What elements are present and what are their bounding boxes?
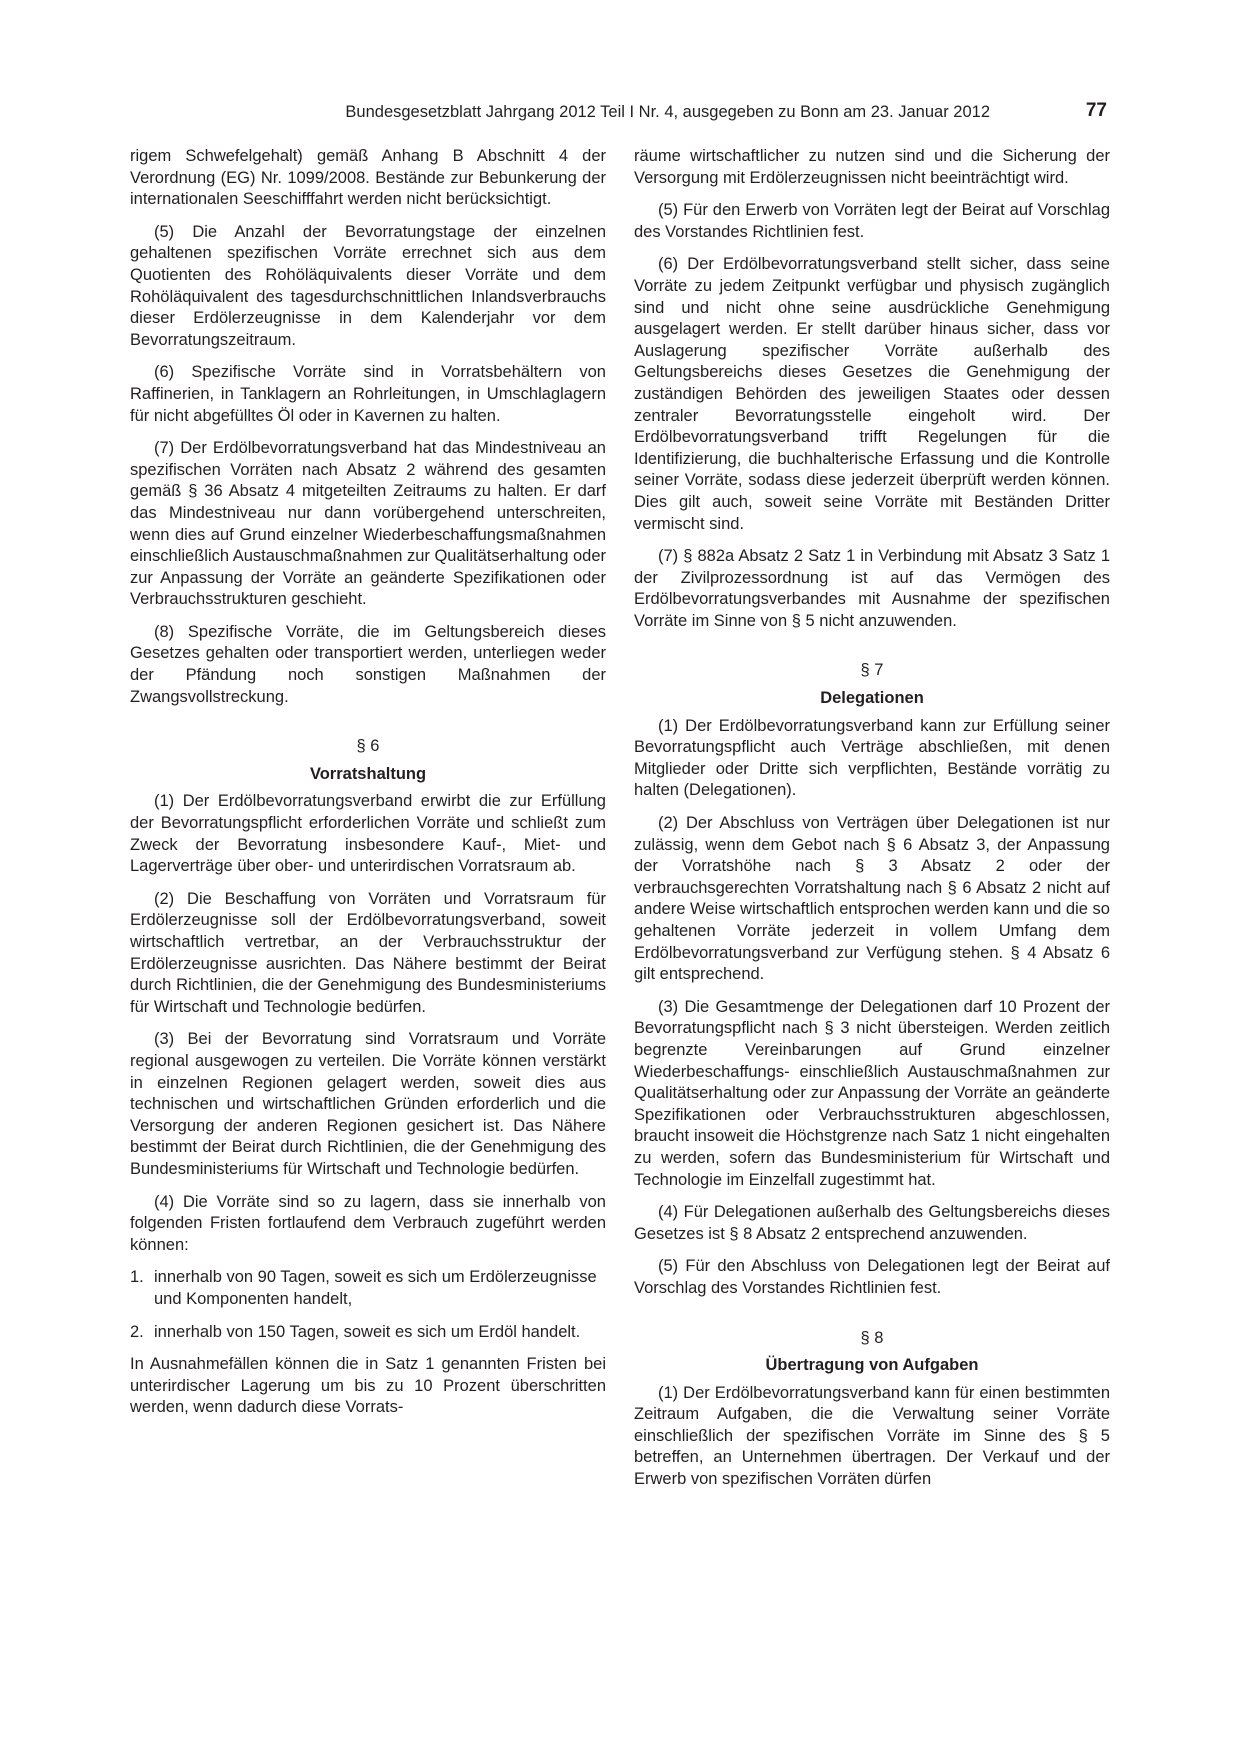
paragraph: (5) Für den Abschluss von Delegationen legt der Beirat auf Vorschlag des Vorstandes Richtlinien fest. xyxy=(634,1257,1110,1297)
header-title: Bundesgesetzblatt Jahrgang 2012 Teil I Nr. 4, ausgegeben zu Bonn am 23. Januar 2012 xyxy=(345,103,990,121)
paragraph-continuation: räume wirtschaftlicher zu nutzen sind und die Sicherung der Versorgung mit Erdölerzeugnissen nicht beeinträchtigt wird. xyxy=(634,147,1110,187)
paragraph: (1) Der Erdölbevorratungsverband kann für einen bestimmten Zeitraum Aufgaben, die die Verwaltung seiner Vorräte einschließlich der spezifischen Vorräte im Sinne des § 5 betreffen, an Unternehmen übertragen. Der Verkauf und der Erwerb von spezifischen Vorräten dürfen xyxy=(634,1383,1110,1489)
list-item-text: innerhalb von 90 Tagen, soweit es sich um Erdölerzeugnisse und Komponenten handelt, xyxy=(154,1268,597,1308)
paragraph: (5) Die Anzahl der Bevorratungstage der einzelnen gehaltenen spezifischen Vorräte errechnet sich aus dem Quotienten des Rohöläquivalents dieser Vorräte und dem Rohöläquivalent des tagesdurchschnittlichen Inlandsverbrauchs dieser Erdölerzeugnisse in dem Kalenderjahr vor dem Bevorratungszeitraum. xyxy=(130,222,606,349)
section-number: § 7 xyxy=(860,661,884,680)
section-heading: Delegationen xyxy=(820,689,924,708)
paragraph: (7) Der Erdölbevorratungsverband hat das Mindestniveau an spezifischen Vorräten nach Absatz 2 während des gesamten gemäß § 36 Absatz 4 mitgeteilten Zeitraums zu halten. Er darf das Mindestniveau nur dann vorübergehend unterschreiten, wenn dies auf Grund einzelner Wiederbeschaffungsmaßnahmen einschließlich Austauschmaßnahmen zur Qualitätserhaltung oder zur Anpassung der Vorräte an geänderte Spezifikationen oder Verbrauchsstrukturen geschieht. xyxy=(130,439,607,609)
paragraph: (3) Die Gesamtmenge der Delegationen darf 10 Prozent der Bevorratungspflicht nach § 3 nicht übersteigen. Werden zeitlich begrenzte Vereinbarungen auf Grund einzelner Wiederbeschaffungs- einschließlich Austauschmaßnahmen zur Qualitätserhaltung oder zur Anpassung der Vorräte an geänderte Spezifikationen oder Verbrauchsstrukturen abgeschlossen, braucht insoweit die Höchstgrenze nach Satz 1 nicht eingehalten zu werden, sofern das Bundesministerium für Wirtschaft und Technologie im Einzelfall zugestimmt hat. xyxy=(634,997,1110,1189)
list-item xyxy=(130,1322,606,1344)
paragraph: (1) Der Erdölbevorratungsverband erwirbt die zur Erfüllung der Bevorratungspflicht erforderlichen Vorräte und schließt zum Zweck der Bevorratung insbesondere Kauf-, Miet- und Lagerverträge über ober- und unterirdischen Vorratsraum ab. xyxy=(130,792,606,876)
paragraph: (6) Der Erdölbevorratungsverband stellt sicher, dass seine Vorräte zu jedem Zeitpunkt verfügbar und physisch zugänglich sind und nicht ohne seine ausdrückliche Genehmigung ausgelagert werden. Er stellt darüber hinaus sicher, dass vor Auslagerung spezifischer Vorräte außerhalb des Geltungsbereichs dieses Gesetzes die Genehmigung der zuständigen Behörden des jeweiligen Staates oder dessen zentraler Bevorratungsstelle eingeholt wird. Der Erdölbevorratungsverband trifft Regelungen für die Identifizierung, die buchhalterische Erfassung und die Kontrolle seiner Vorräte, sodass diese jederzeit überprüft werden können. Dies gilt auch, soweit seine Vorräte mit Beständen Dritter vermischt sind. xyxy=(634,255,1110,533)
page-number: 77 xyxy=(1085,100,1107,121)
paragraph: (2) Der Abschluss von Verträgen über Delegationen ist nur zulässig, wenn dem Gebot nach § 6 Absatz 3, der Anpassung der Vorratshöhe nach § 3 Absatz 2 oder der verbrauchsgerechten Vorratshaltung nach § 6 Absatz 2 nicht auf andere Weise wirtschaftlich entsprochen werden kann und die so gehaltenen Vorräte jederzeit in vollem Umfang dem Erdölbevorratungsverband zur Verfügung stehen. § 4 Absatz 6 gilt entsprechend. xyxy=(634,814,1110,984)
list-item-text: innerhalb von 150 Tagen, soweit es sich um Erdöl handelt. xyxy=(154,1322,581,1341)
paragraph: (2) Die Beschaffung von Vorräten und Vorratsraum für Erdölerzeugnisse soll der Erdölbevorratungsverband, soweit wirtschaftlich vertretbar, an der Verbrauchsstruktur der Erdölerzeugnisse ausrichten. Das Nähere bestimmt der Beirat durch Richtlinien, die der Genehmigung des Bundesministeriums für Wirtschaft und Technologie bedürfen. xyxy=(130,889,606,1016)
paragraph: (1) Der Erdölbevorratungsverband kann zur Erfüllung seiner Bevorratungspflicht auch Verträge abschließen, mit denen Mitglieder oder Dritte sich verpflichten, Bestände vorrätig zu halten (Delegationen). xyxy=(634,716,1110,800)
section-heading: Vorratshaltung xyxy=(309,764,427,783)
list-item-number: 2. xyxy=(130,1322,144,1341)
list-item-number: 1. xyxy=(130,1268,144,1287)
section-number: § 6 xyxy=(356,737,380,756)
numbered-list xyxy=(130,1267,606,1343)
section-heading: Übertragung von Aufgaben xyxy=(765,1356,979,1375)
paragraph: (4) Die Vorräte sind so zu lagern, dass sie innerhalb von folgenden Fristen fortlaufend dem Verbrauch zugeführt werden können: xyxy=(130,1192,606,1254)
paragraph: In Ausnahmefällen können die in Satz 1 genannten Fristen bei unterirdischer Lagerung um bis zu 10 Prozent überschritten werden, wenn dadurch diese Vorrats- xyxy=(130,1355,606,1417)
paragraph: (5) Für den Erwerb von Vorräten legt der Beirat auf Vorschlag des Vorstandes Richtlinien fest. xyxy=(634,201,1110,241)
paragraph: (7) § 882a Absatz 2 Satz 1 in Verbindung mit Absatz 3 Satz 1 der Zivilprozessordnung ist auf das Vermögen des Erdölbevorratungsverbandes mit Ausnahme der spezifischen Vorräte im Sinne von § 5 nicht anzuwenden. xyxy=(634,547,1110,630)
page-header xyxy=(130,100,1110,124)
left-column xyxy=(130,146,606,1430)
paragraph: (3) Bei der Bevorratung sind Vorratsraum und Vorräte regional ausgewogen zu verteilen. Die Vorräte können verstärkt in einzelnen Regionen gelagert werden, soweit dies aus technischen und wirtschaftlichen Gründen erforderlich und die Versorgung der anderen Regionen gesichert ist. Das Nähere bestimmt der Beirat durch Richtlinien, die der Genehmigung des Bundesministeriums für Wirtschaft und Technologie bedürfen. xyxy=(130,1030,606,1178)
paragraph: (6) Spezifische Vorräte sind in Vorratsbehältern von Raffinerien, in Tanklagern an Rohrleitungen, in Umschlaglagern für nicht abgefülltes Öl oder in Kavernen zu halten. xyxy=(130,363,606,425)
paragraph: (8) Spezifische Vorräte, die im Geltungsbereich dieses Gesetzes gehalten oder transportiert werden, unterliegen weder der Pfändung noch sonstigen Maßnahmen der Zwangsvollstreckung. xyxy=(130,622,606,706)
paragraph: (4) Für Delegationen außerhalb des Geltungsbereichs dieses Gesetzes ist § 8 Absatz 2 entsprechend anzuwenden. xyxy=(634,1203,1110,1243)
list-item xyxy=(130,1267,606,1310)
section-number: § 8 xyxy=(860,1328,884,1347)
right-column xyxy=(634,146,1110,1502)
paragraph-continuation: rigem Schwefelgehalt) gemäß Anhang B Abschnitt 4 der Verordnung (EG) Nr. 1099/2008. Bestände zur Bebunkerung der internationalen Seeschifffahrt werden nicht berücksichtigt. xyxy=(130,147,606,209)
